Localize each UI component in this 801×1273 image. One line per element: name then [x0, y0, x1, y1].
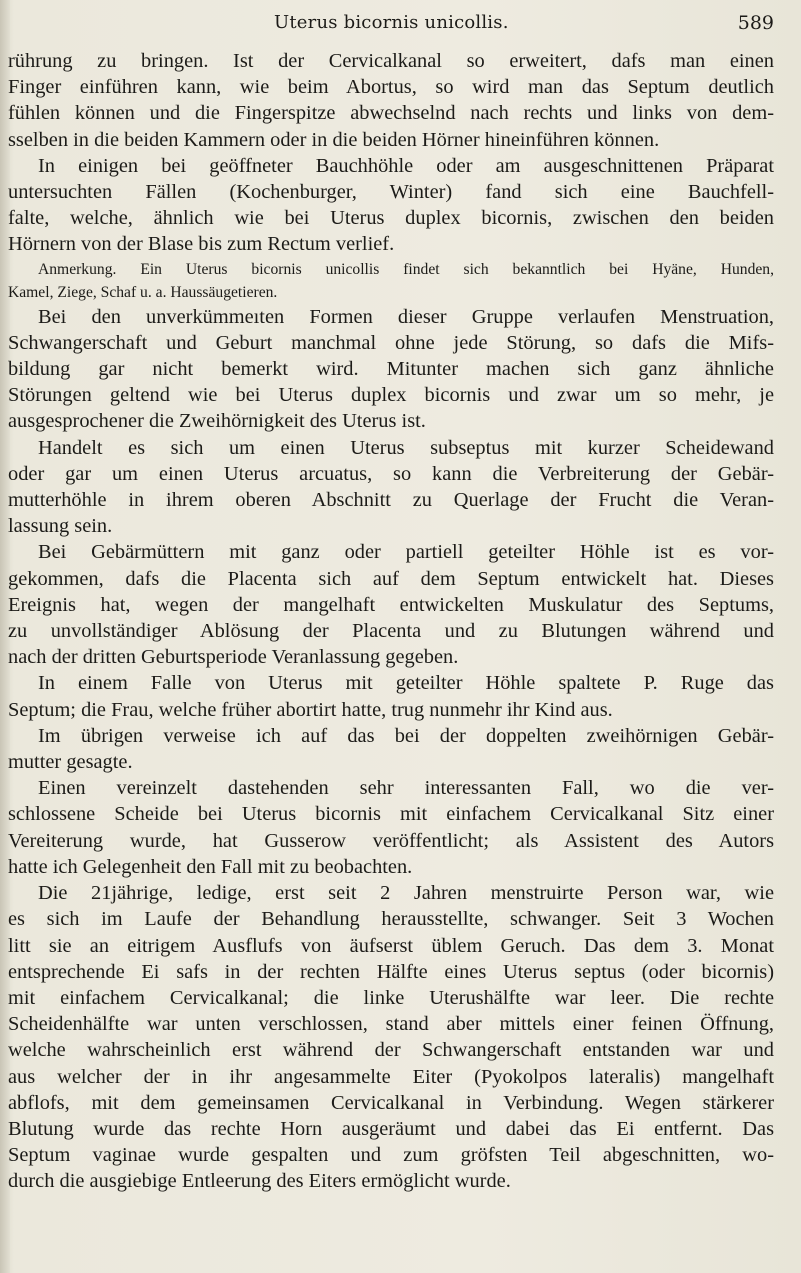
text-line: Scheidenhälfte war unten verschlossen, stand aber mittels einer feinen Öffnung, [8, 1013, 774, 1036]
text-line: In einigen bei geöffneter Bauchhöhle oder am ausgeschnittenen Präparat [38, 154, 774, 177]
text-line: hatte ich Gelegenheit den Fall mit zu beobachten. [8, 855, 413, 878]
text-line: Hörnern von der Blase bis zum Rectum verlief. [8, 233, 395, 256]
text-line: Kamel, Ziege, Schaf u. a. Haussäugetieren. [8, 283, 278, 301]
text-line: falte, welche, ähnlich wie bei Uterus duplex bicornis, zwischen den beiden [8, 207, 774, 230]
text-line: Im übrigen verweise ich auf das bei der doppelten zweihörnigen Gebär- [38, 724, 774, 747]
text-line: untersuchten Fällen (Kochenburger, Winter) fand sich eine Bauchfell- [8, 181, 774, 204]
paragraph [8, 880, 774, 1194]
footnote-remark [8, 258, 774, 304]
text-line: Schwangerschaft und Geburt manchmal ohne jede Störung, so dafs die Mifs- [8, 331, 774, 354]
paragraph [8, 435, 774, 540]
paragraph [8, 539, 774, 670]
text-line: Die 21jährige, ledige, erst seit 2 Jahren menstruirte Person war, wie [38, 882, 774, 905]
text-line: nach der dritten Geburtsperiode Veranlassung gegeben. [8, 646, 459, 669]
paragraph [8, 48, 774, 153]
paragraph [8, 304, 774, 435]
text-line: Einen vereinzelt dastehenden sehr interessanten Fall, wo die ver- [38, 777, 774, 800]
text-line: Septum; die Frau, welche früher abortirt hatte, trug nunmehr ihr Kind aus. [8, 698, 613, 721]
paragraph [8, 775, 774, 880]
text-line: lassung sein. [8, 515, 113, 538]
paragraph [8, 723, 774, 775]
paragraph [8, 670, 774, 722]
text-line: Vereiterung wurde, hat Gusserow veröffentlicht; als Assistent des Autors [8, 829, 774, 852]
text-line: ausgesprochener die Zweihörnigkeit des Uterus ist. [8, 410, 426, 433]
body-text [8, 48, 774, 1195]
running-title: Uterus bicornis unicollis. [274, 12, 509, 33]
text-line: Handelt es sich um einen Uterus subseptus mit kurzer Scheidewand [38, 436, 774, 459]
text-line: Ereignis hat, wegen der mangelhaft entwickelten Muskulatur des Septums, [8, 593, 774, 616]
text-line: entsprechende Ei safs in der rechten Hälfte eines Uterus septus (oder bicornis) [8, 960, 774, 983]
text-line: zu unvollständiger Ablösung der Placenta und zu Blutungen während und [8, 620, 774, 643]
text-line: welche wahrscheinlich erst während der Schwangerschaft entstanden war und [8, 1039, 774, 1062]
text-line: schlossene Scheide bei Uterus bicornis mit einfachem Cervicalkanal Sitz einer [8, 803, 774, 826]
text-line: mutterhöhle in ihrem oberen Abschnitt zu Querlage der Frucht die Veran- [8, 489, 774, 512]
paragraph [8, 153, 774, 258]
text-line: abflofs, mit dem gemeinsamen Cervicalkanal in Verbindung. Wegen stärkerer [8, 1091, 774, 1114]
page-number: 589 [737, 12, 774, 34]
text-line: gekommen, dafs die Placenta sich auf dem Septum entwickelt hat. Dieses [8, 567, 774, 590]
text-line: Blutung wurde das rechte Horn ausgeräumt und dabei das Ei entfernt. Das [8, 1117, 774, 1140]
text-line: Finger einführen kann, wie beim Abortus, so wird man das Septum deutlich [8, 76, 774, 99]
text-line: Bei Gebärmüttern mit ganz oder partiell geteilter Höhle ist es vor- [38, 541, 774, 564]
text-line: Störungen geltend wie bei Uterus duplex bicornis und zwar um so mehr, je [8, 384, 774, 407]
text-line: Bei den unverkümmeıten Formen dieser Gruppe verlaufen Menstruation, [38, 305, 774, 328]
text-line: bildung gar nicht bemerkt wird. Mitunter machen sich ganz ähnliche [8, 358, 774, 381]
text-line: mutter gesagte. [8, 751, 133, 774]
text-line: es sich im Laufe der Behandlung herausstellte, schwanger. Seit 3 Wochen [8, 908, 774, 931]
text-line: fühlen können und die Fingerspitze abwechselnd nach rechts und links von dem- [8, 102, 774, 125]
text-line: aus welcher der in ihr angesammelte Eiter (Pyokolpos lateralis) mangelhaft [8, 1065, 774, 1088]
text-line: litt sie an eitrigem Ausflufs von äufserst üblem Geruch. Das dem 3. Monat [8, 934, 774, 957]
text-line: oder gar um einen Uterus arcuatus, so kann die Verbreiterung der Gebär- [8, 462, 774, 485]
text-line: In einem Falle von Uterus mit geteilter Höhle spaltete P. Ruge das [38, 672, 774, 695]
text-line: durch die ausgiebige Entleerung des Eiters ermöglicht wurde. [8, 1170, 511, 1193]
text-line: Septum vaginae wurde gespalten und zum gröfsten Teil abgeschnitten, wo- [8, 1144, 774, 1167]
text-line: Anmerkung. Ein Uterus bicornis unicollis findet sich bekanntlich bei Hyäne, Hunden, [38, 260, 774, 278]
text-line: sselben in die beiden Kammern oder in die beiden Hörner hineinführen können. [8, 128, 660, 151]
text-line: mit einfachem Cervicalkanal; die linke Uterushälfte war leer. Die rechte [8, 986, 774, 1009]
page-header [274, 12, 774, 38]
text-line: rührung zu bringen. Ist der Cervicalkanal so erweitert, dafs man einen [8, 50, 774, 72]
